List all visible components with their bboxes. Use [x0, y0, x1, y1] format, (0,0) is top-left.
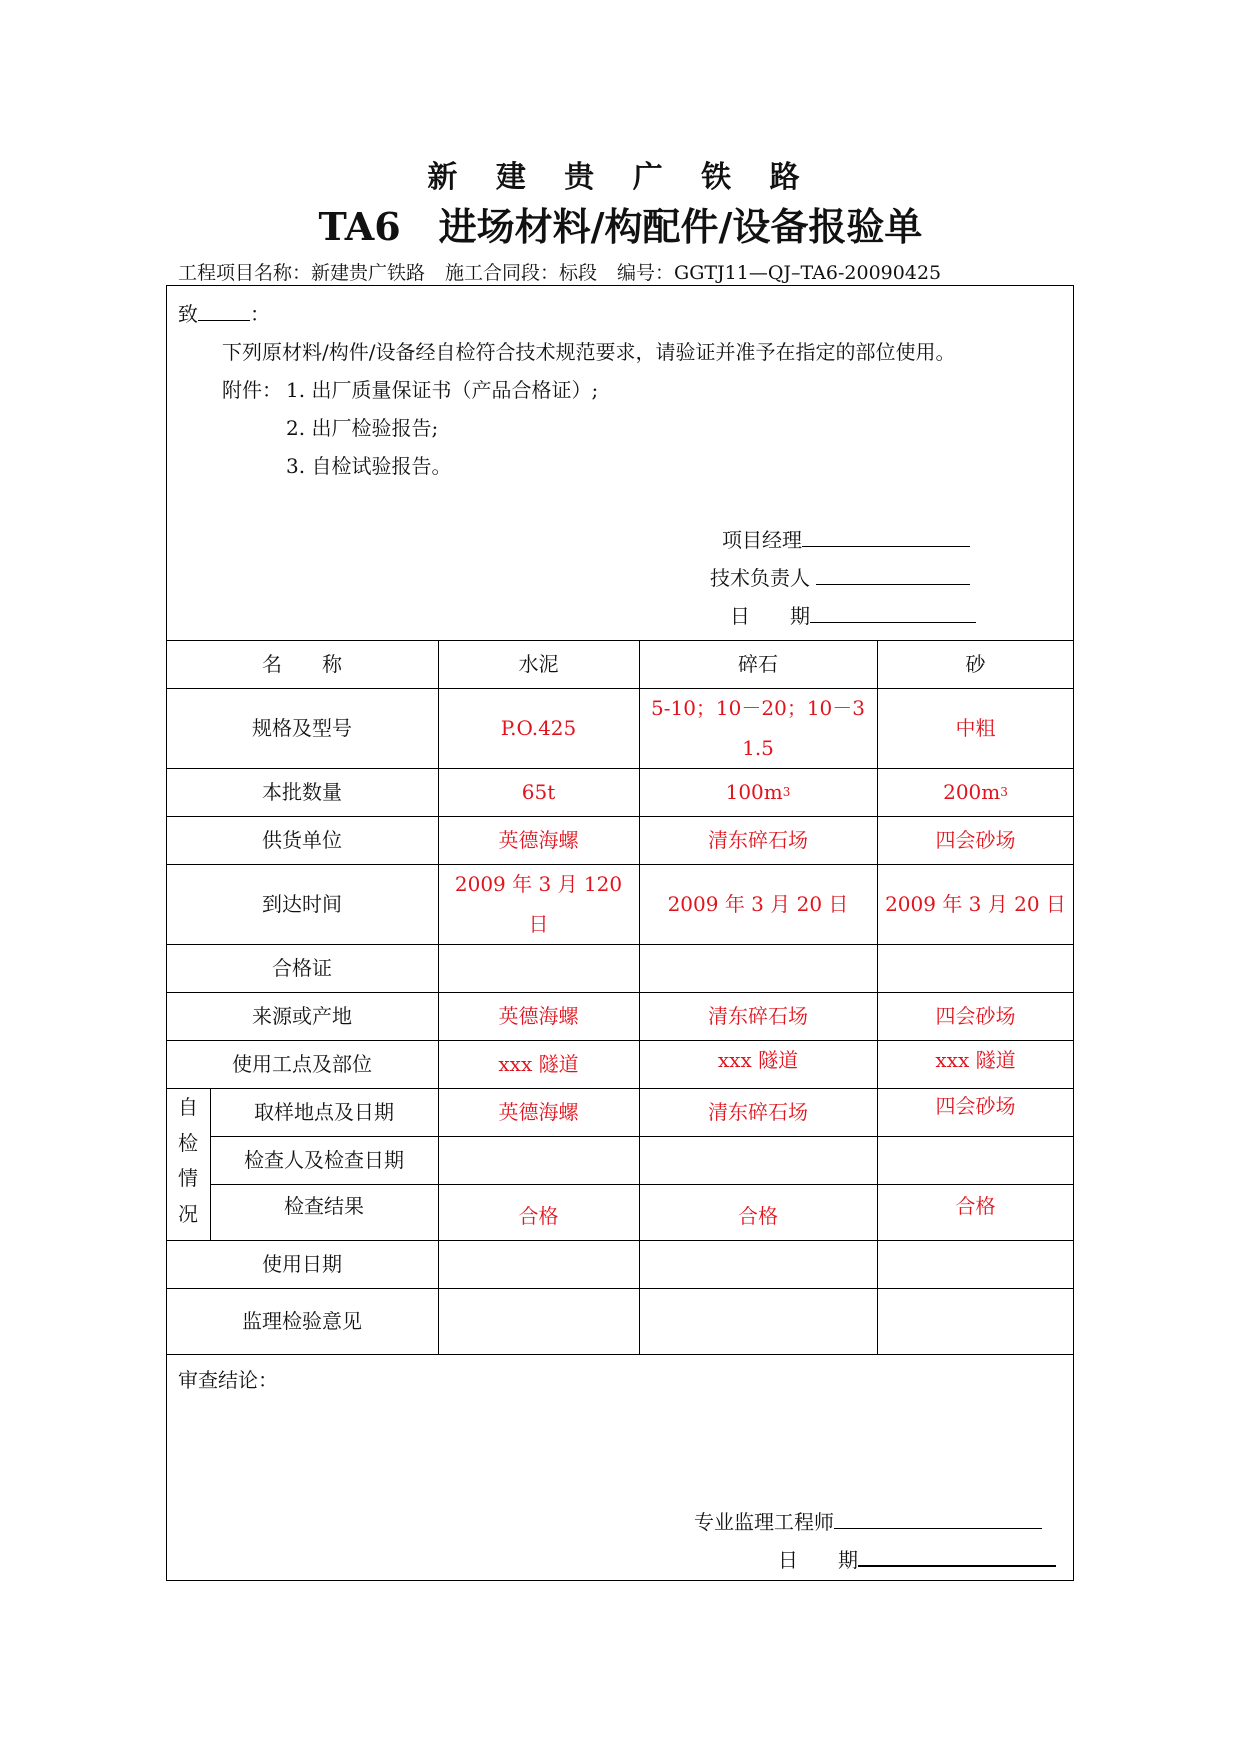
addressee-blank[interactable] [198, 300, 250, 321]
table-cell: 合格 [518, 1204, 559, 1228]
table-cell: 中粗 [955, 716, 996, 740]
row-label: 本批数量 [262, 780, 342, 804]
row-label: 检查结果 [284, 1194, 364, 1218]
table-cell [639, 944, 877, 992]
manager-signature: 项目经理 [722, 524, 970, 553]
table-cell: 合格 [955, 1194, 996, 1218]
document-heading: 新 建 贵 广 铁 路 [427, 160, 814, 195]
attachment-item: 3. 自检试验报告。 [286, 454, 452, 478]
table-cell: 英德海螺 [498, 1100, 579, 1124]
review-label: 审查结论： [178, 1368, 278, 1392]
table-cell: 100m 3 [725, 780, 791, 804]
table-cell: 200m 3 [943, 780, 1008, 804]
column-header: 砂 [965, 652, 986, 676]
row-label: 到达时间 [262, 892, 342, 916]
table-cell: xxx 隧道 [498, 1052, 579, 1076]
attachment-item: 2. 出厂检验报告; [286, 416, 439, 440]
table-cell: xxx 隧道 [935, 1048, 1016, 1072]
table-cell: 英德海螺 [498, 1004, 579, 1028]
project-meta [178, 258, 941, 285]
tech-lead-signature-blank[interactable] [816, 564, 970, 585]
row-label: 合格证 [272, 956, 332, 980]
intro-date-blank[interactable] [810, 602, 976, 623]
table-cell: 5-10；10－20；10－31.5 [650, 696, 865, 760]
addressee: 致 ： [178, 302, 270, 326]
row-label: 检查人及检查日期 [244, 1148, 404, 1172]
row-label: 监理检验意见 [242, 1309, 362, 1333]
review-date: 日 期 [778, 1544, 1056, 1573]
intro-date: 日 期 [730, 600, 976, 629]
table-cell [877, 1136, 1074, 1184]
table-cell [877, 1288, 1074, 1354]
project-name: 工程项目名称：新建贵广铁路 [178, 262, 426, 284]
row-label: 规格及型号 [252, 716, 352, 740]
engineer-signature: 专业监理工程师 [694, 1506, 1042, 1535]
table-cell: 2009 年 3 月 120 日 [454, 872, 623, 936]
row-divider [166, 1354, 1074, 1355]
row-label: 使用日期 [262, 1252, 342, 1276]
form-number: 编号：GGTJ11—QJ–TA6-20090425 [617, 262, 942, 284]
table-cell [877, 944, 1074, 992]
row-label: 来源或产地 [252, 1004, 352, 1028]
manager-signature-blank[interactable] [802, 526, 970, 547]
table-cell [438, 944, 639, 992]
table-cell: xxx 隧道 [717, 1048, 799, 1072]
row-label: 取样地点及日期 [254, 1100, 394, 1124]
table-cell: 合格 [738, 1204, 778, 1228]
table-cell [639, 1288, 877, 1354]
row-label: 供货单位 [262, 828, 342, 852]
attachments-label: 附件： [222, 378, 282, 402]
form-title: TA6 进场材料/构配件/设备报验单 [318, 204, 923, 249]
table-cell: 英德海螺 [498, 828, 579, 852]
review-date-blank[interactable] [858, 1545, 1056, 1567]
column-header: 水泥 [518, 652, 559, 676]
table-cell [639, 1240, 877, 1288]
table-cell: 清东碎石场 [708, 1100, 808, 1124]
attachment-item: 1. 出厂质量保证书（产品合格证）; [286, 378, 599, 402]
contract-section: 施工合同段：标段 [445, 262, 598, 284]
table-cell: P.O.425 [500, 716, 577, 740]
tech-lead-signature: 技术负责人 [710, 562, 970, 591]
table-cell [438, 1136, 639, 1184]
table-cell [438, 1288, 639, 1354]
table-cell: 四会砂场 [935, 1004, 1016, 1028]
column-header: 碎石 [738, 652, 778, 676]
table-cell: 清东碎石场 [708, 828, 808, 852]
intro-body: 下列原材料/构件/设备经自检符合技术规范要求，请验证并准予在指定的部位使用。 [222, 340, 956, 364]
self-check-group-label: 自 检 情 况 [178, 1095, 198, 1226]
table-cell: 四会砂场 [935, 828, 1016, 852]
table-cell [438, 1240, 639, 1288]
engineer-signature-blank[interactable] [834, 1508, 1042, 1529]
table-cell: 2009 年 3 月 20 日 [885, 892, 1066, 916]
table-cell [877, 1240, 1074, 1288]
table-cell [639, 1136, 877, 1184]
row-label: 使用工点及部位 [232, 1052, 372, 1076]
table-cell: 2009 年 3 月 20 日 [667, 892, 849, 916]
table-cell: 四会砂场 [935, 1094, 1016, 1118]
column-header: 名 称 [262, 652, 342, 676]
table-cell: 65t [521, 780, 556, 804]
table-cell: 清东碎石场 [708, 1004, 808, 1028]
